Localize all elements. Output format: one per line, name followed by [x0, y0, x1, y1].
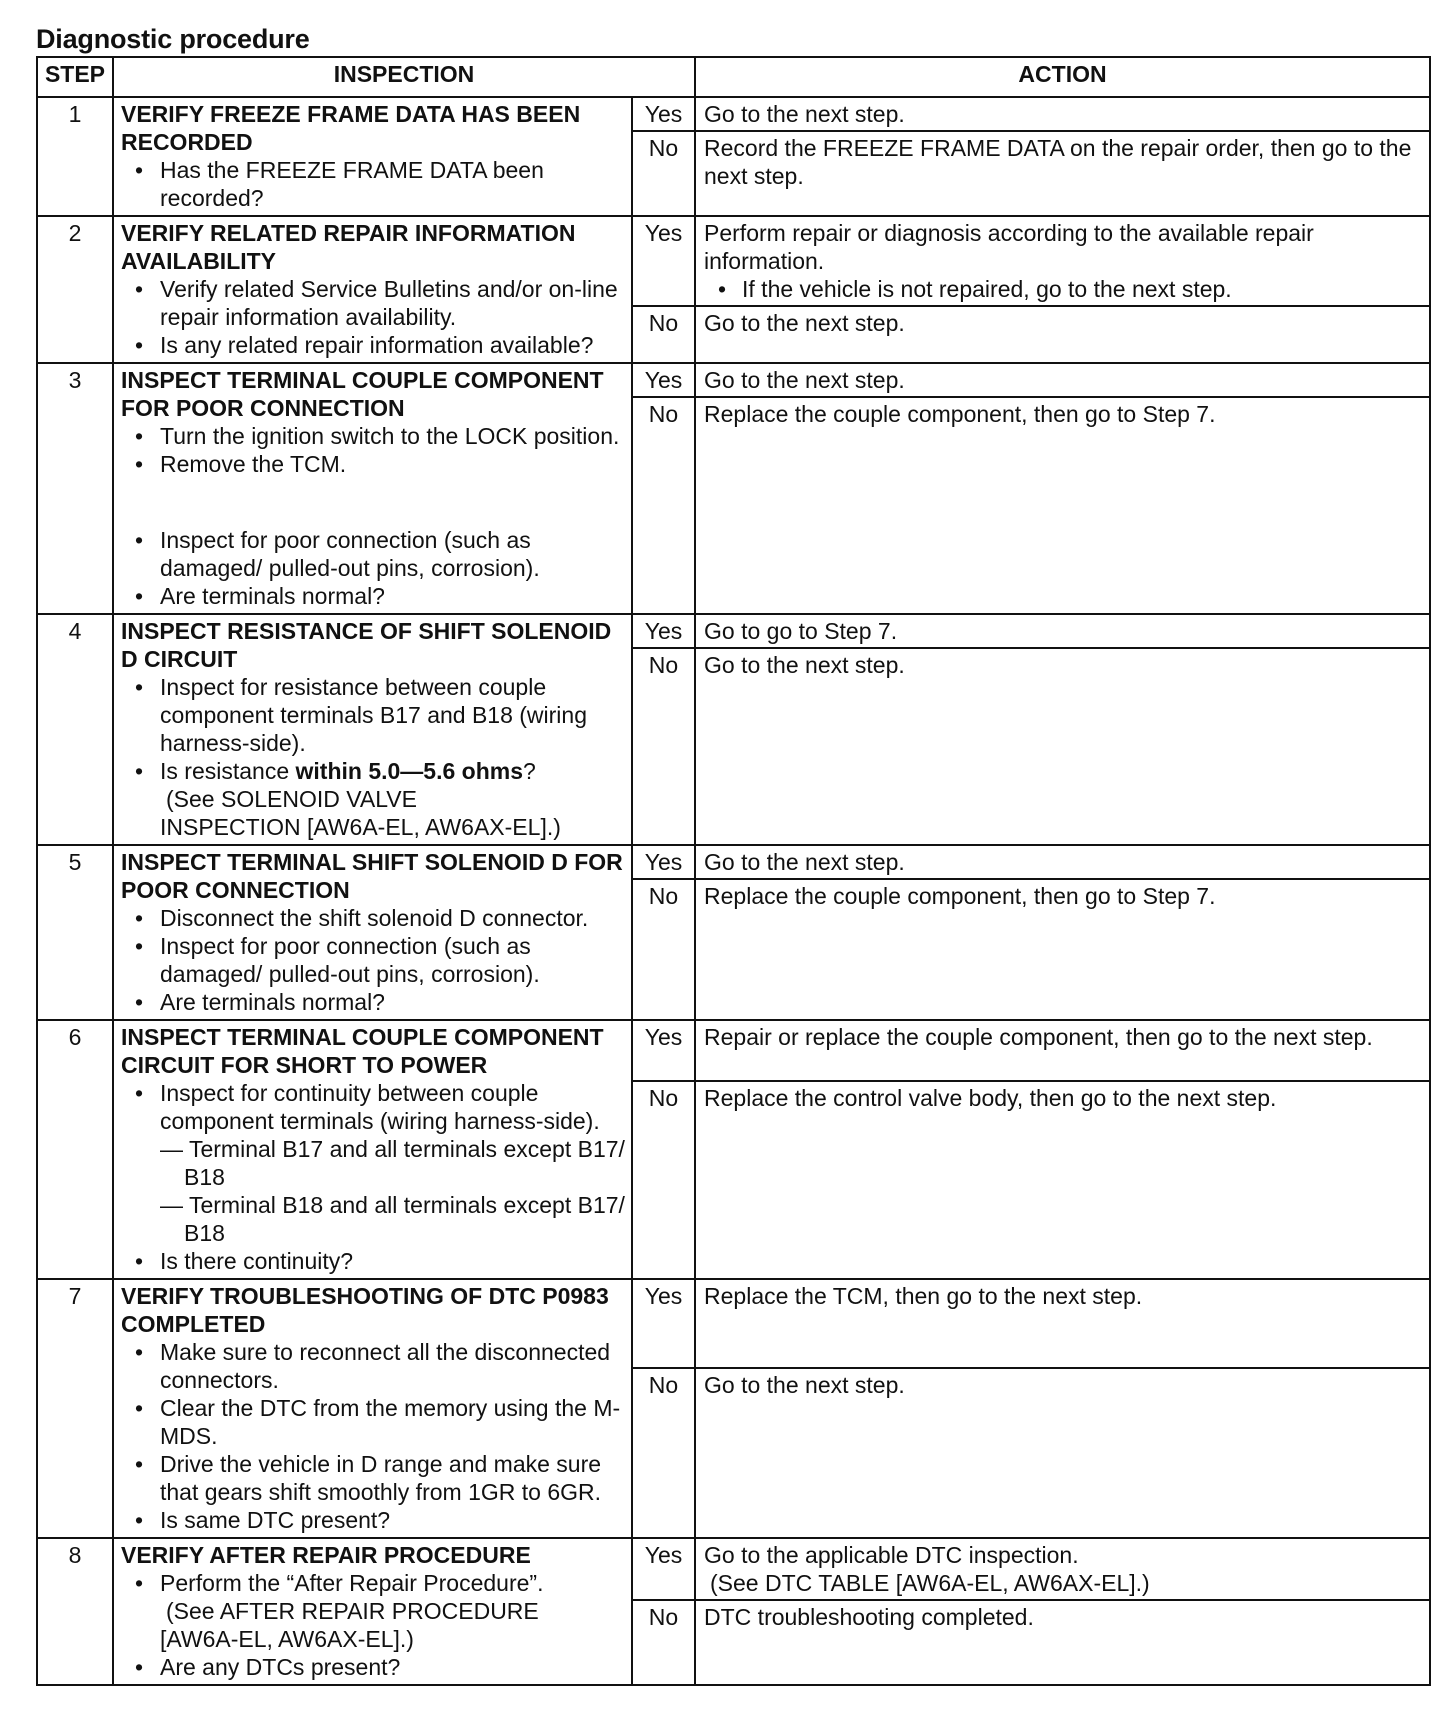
yes-label: Yes — [632, 97, 695, 131]
step-heading: VERIFY FREEZE FRAME DATA HAS BEEN RECORDED — [121, 101, 581, 155]
reference-note — [121, 1625, 625, 1653]
yes-action-cell — [695, 216, 1430, 306]
yes-label: Yes — [632, 614, 695, 648]
step-heading: INSPECT TERMINAL COUPLE COMPONENT FOR POOR CONNECTION — [121, 367, 604, 421]
yes-label: Yes — [632, 216, 695, 306]
step-number: 6 — [37, 1020, 113, 1279]
action-reference: (See DTC TABLE [AW6A-EL, AW6AX-EL].) — [710, 1570, 1150, 1596]
reference-line: [AW6A-EL, AW6AX-EL].) — [160, 1626, 414, 1652]
step-number: 3 — [37, 363, 113, 614]
inspection-bullet: • Are terminals normal? — [121, 582, 625, 610]
step-3-yes-row — [37, 363, 1430, 397]
step-5-inspection — [113, 845, 632, 1020]
inspection-bullet: • Are terminals normal? — [121, 988, 625, 1016]
step-number: 7 — [37, 1279, 113, 1538]
reference-note — [121, 785, 625, 813]
terminal-subitem: — Terminal B17 and all terminals except B17/ B18 — [160, 1136, 625, 1190]
yes-action: Perform repair or diagnosis according to the available repair information. — [704, 220, 1314, 274]
reference-line: (See AFTER REPAIR PROCEDURE — [166, 1598, 539, 1624]
step-3-inspection — [113, 363, 632, 614]
yes-action: Replace the TCM, then go to the next step. — [695, 1279, 1430, 1368]
inspection-bullet: • Is any related repair information available? — [121, 331, 625, 359]
no-action: Replace the control valve body, then go to the next step. — [695, 1081, 1430, 1279]
terminal-subitem: — Terminal B18 and all terminals except B17/ B18 — [160, 1192, 625, 1246]
step-heading: VERIFY AFTER REPAIR PROCEDURE — [121, 1542, 531, 1568]
yes-action: Go to the next step. — [695, 97, 1430, 131]
inspection-column-header: INSPECTION — [113, 57, 695, 97]
no-action: Replace the couple component, then go to Step 7. — [695, 397, 1430, 614]
yes-action: Go to the next step. — [695, 845, 1430, 879]
yes-label: Yes — [632, 1020, 695, 1081]
inspection-bullet: • Perform the “After Repair Procedure”. — [121, 1569, 625, 1597]
step-8-inspection — [113, 1538, 632, 1685]
step-4-inspection — [113, 614, 632, 845]
yes-label: Yes — [632, 363, 695, 397]
step-2-inspection — [113, 216, 632, 363]
table-header-row — [37, 57, 1430, 97]
step-heading: VERIFY TROUBLESHOOTING OF DTC P0983 COMPLETED — [121, 1283, 609, 1337]
yes-action: Go to the next step. — [695, 363, 1430, 397]
inspection-bullet: • Remove the TCM. — [121, 450, 625, 478]
no-action: DTC troubleshooting completed. — [695, 1600, 1430, 1685]
no-label: No — [632, 1081, 695, 1279]
inspection-bullet: • Drive the vehicle in D range and make sure that gears shift smoothly from 1GR to 6GR. — [121, 1450, 625, 1506]
inspection-bullet: • Disconnect the shift solenoid D connector. — [121, 904, 625, 932]
resistance-text-pre: Is resistance — [160, 758, 296, 784]
yes-label: Yes — [632, 1279, 695, 1368]
step-heading: INSPECT TERMINAL COUPLE COMPONENT CIRCUIT FOR SHORT TO POWER — [121, 1024, 604, 1078]
step-1-inspection — [113, 97, 632, 216]
step-7-yes-row — [37, 1279, 1430, 1368]
no-label: No — [632, 648, 695, 845]
step-number: 1 — [37, 97, 113, 216]
step-column-header: STEP — [37, 57, 113, 97]
inspection-bullet: • Inspect for resistance between couple component terminals B17 and B18 (wiring harness-side). — [121, 673, 625, 757]
yes-action: Go to the applicable DTC inspection. — [704, 1542, 1079, 1568]
reference-line: (See SOLENOID VALVE — [166, 786, 417, 812]
step-8-yes-row — [37, 1538, 1430, 1600]
inspection-bullet: • Verify related Service Bulletins and/or on-line repair information availability. — [121, 275, 625, 331]
step-number: 8 — [37, 1538, 113, 1685]
no-action: Go to the next step. — [695, 648, 1430, 845]
step-heading: VERIFY RELATED REPAIR INFORMATION AVAILABILITY — [121, 220, 576, 274]
step-5-yes-row — [37, 845, 1430, 879]
inspection-bullet: • Make sure to reconnect all the disconnected connectors. — [121, 1338, 625, 1394]
step-6-yes-row — [37, 1020, 1430, 1081]
no-label: No — [632, 1368, 695, 1538]
step-4-yes-row — [37, 614, 1430, 648]
step-number: 2 — [37, 216, 113, 363]
diagnostic-procedure-table — [36, 56, 1431, 1686]
inspection-bullet: • Turn the ignition switch to the LOCK position. — [121, 422, 625, 450]
yes-action-cell — [695, 1538, 1430, 1600]
inspection-bullet: • Are any DTCs present? — [121, 1653, 625, 1681]
resistance-spec: within 5.0—5.6 ohms — [295, 758, 523, 784]
inspection-bullet: • Has the FREEZE FRAME DATA been recorded? — [121, 156, 625, 212]
reference-line: INSPECTION [AW6A-EL, AW6AX-EL].) — [160, 814, 561, 840]
page-title: Diagnostic procedure — [36, 24, 310, 54]
terminal-sublist — [121, 1135, 625, 1247]
reference-note — [121, 1597, 625, 1625]
step-number: 4 — [37, 614, 113, 845]
inspection-bullet: • Inspect for continuity between couple component terminals (wiring harness-side). — [121, 1079, 625, 1135]
step-6-inspection — [113, 1020, 632, 1279]
inspection-bullet: • Is same DTC present? — [121, 1506, 625, 1534]
yes-label: Yes — [632, 1538, 695, 1600]
action-column-header: ACTION — [695, 57, 1430, 97]
step-heading: INSPECT RESISTANCE OF SHIFT SOLENOID D CIRCUIT — [121, 618, 612, 672]
resistance-text-post: ? — [523, 758, 536, 784]
inspection-bullet: • Inspect for poor connection (such as damaged/ pulled-out pins, corrosion). — [121, 932, 625, 988]
no-label: No — [632, 879, 695, 1020]
figure-gap — [121, 478, 625, 526]
no-label: No — [632, 397, 695, 614]
no-label: No — [632, 1600, 695, 1685]
yes-action: Repair or replace the couple component, then go to the next step. — [695, 1020, 1430, 1081]
no-action: Replace the couple component, then go to Step 7. — [695, 879, 1430, 1020]
no-action: Go to the next step. — [695, 306, 1430, 363]
yes-label: Yes — [632, 845, 695, 879]
step-1-yes-row — [37, 97, 1430, 131]
no-label: No — [632, 131, 695, 216]
step-heading: INSPECT TERMINAL SHIFT SOLENOID D FOR POOR CONNECTION — [121, 849, 623, 903]
no-action: Go to the next step. — [695, 1368, 1430, 1538]
step-number: 5 — [37, 845, 113, 1020]
inspection-bullet: • Is there continuity? — [121, 1247, 625, 1275]
action-bullet: • If the vehicle is not repaired, go to the next step. — [704, 275, 1421, 303]
inspection-bullet: • Clear the DTC from the memory using the M-MDS. — [121, 1394, 625, 1450]
no-label: No — [632, 306, 695, 363]
step-2-yes-row — [37, 216, 1430, 306]
reference-note — [121, 813, 625, 841]
no-action: Record the FREEZE FRAME DATA on the repair order, then go to the next step. — [695, 131, 1430, 216]
inspection-bullet: • Inspect for poor connection (such as damaged/ pulled-out pins, corrosion). — [121, 526, 625, 582]
yes-action: Go to go to Step 7. — [695, 614, 1430, 648]
inspection-bullet-resistance — [121, 757, 625, 785]
step-7-inspection — [113, 1279, 632, 1538]
